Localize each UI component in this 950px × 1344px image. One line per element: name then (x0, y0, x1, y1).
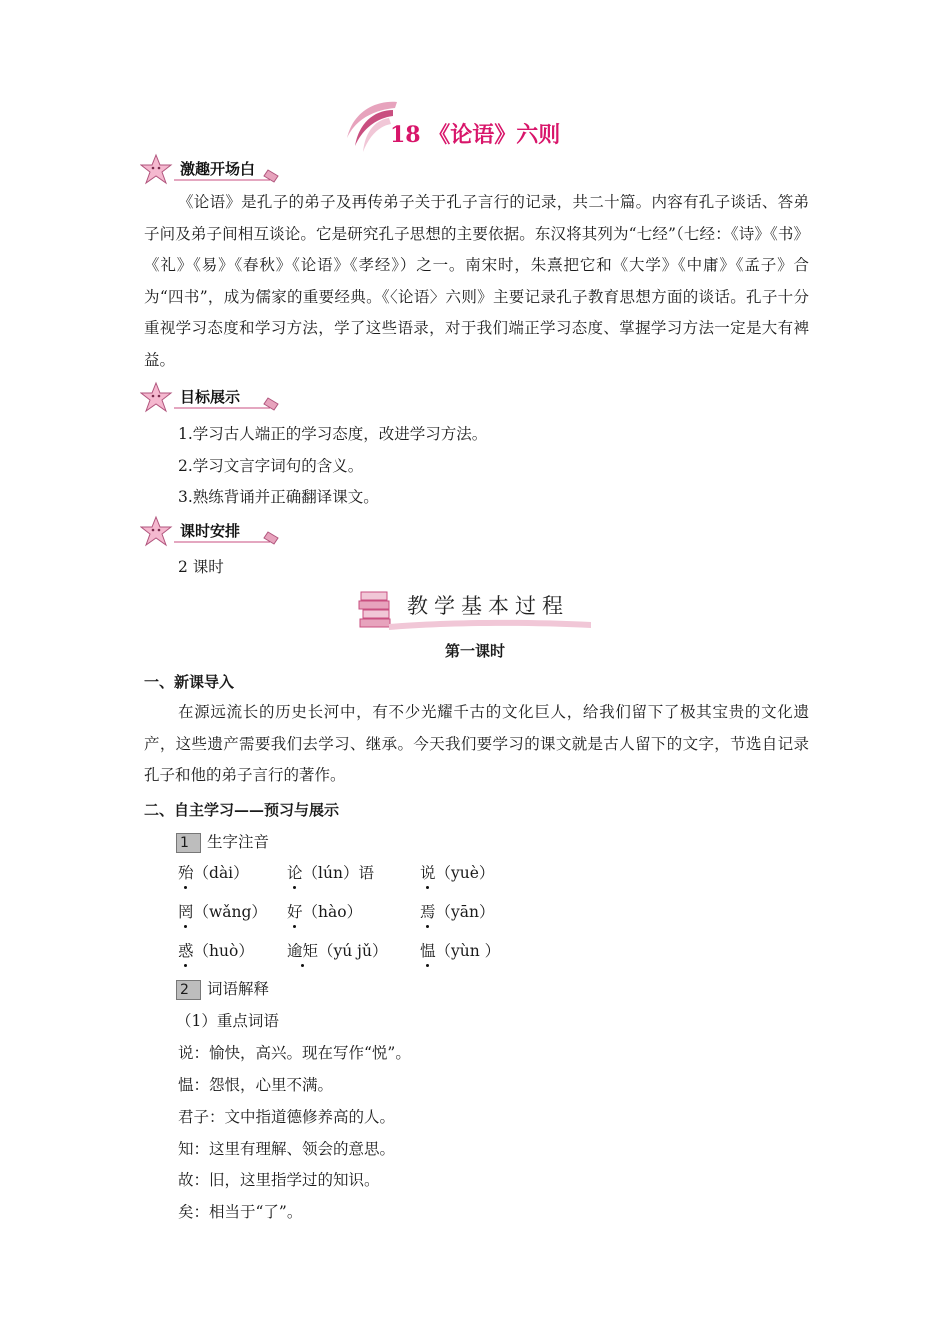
goal-item: 2.学习文言字词句的含义。 (178, 457, 364, 475)
pinyin-item: 殆（dài） (178, 861, 249, 883)
box2-row (176, 977, 269, 1000)
goal-item: 3.熟练背诵并正确翻译课文。 (178, 488, 379, 506)
section-header-goals (140, 380, 290, 416)
goal-item: 1.学习古人端正的学习态度，改进学习方法。 (178, 425, 488, 443)
pinyin-item: 说（yuè） (420, 861, 494, 883)
term-item: 矣：相当于“了”。 (178, 1203, 303, 1221)
box1-label: 生字注音 (207, 833, 270, 851)
section-header-schedule (140, 514, 290, 550)
term-item: 愠：怨恨，心里不满。 (178, 1076, 334, 1094)
term-item: 故：旧，这里指学过的知识。 (178, 1171, 380, 1189)
section-header-intro (140, 152, 290, 188)
pinyin-item: 论（lún）语 (287, 861, 374, 883)
box2-label: 词语解释 (207, 980, 270, 998)
pinyin-item: 好（hào） (287, 900, 362, 922)
process-banner (355, 582, 595, 634)
page-title: 18 《论语》六则 (390, 122, 561, 148)
term-item: 知：这里有理解、领会的意思。 (178, 1140, 396, 1158)
lesson-title: 第一课时 (444, 642, 505, 660)
number-box: 1 (176, 833, 201, 853)
number-box: 2 (176, 980, 201, 1000)
intro-paragraph: 《论语》是孔子的弟子及再传弟子关于孔子言行的记录，共二十篇。内容有孔子谈话、答弟子问及弟子间相互谈论。它是研究孔子思想的主要依据。东汉将其列为“七经”（七经：《诗》《书》《礼》《易》《春秋》《论语》《孝经》）之一。南宋时，朱熹把它和《大学》《中庸》《孟子》合为“四书”，成为儒家的重要经典。《〈论语〉六则》主要记录孔子教育思想方面的谈话。孔子十分重视学习态度和学习方法，学了这些语录，对于我们端正学习态度、掌握学习方法一定是大有裨益。 (144, 193, 809, 369)
banner-title: 教学基本过程 (407, 594, 569, 618)
pinyin-item: 惑（huò） (178, 939, 254, 961)
pinyin-item: 焉（yān） (420, 900, 495, 922)
section-header-label: 课时安排 (180, 522, 241, 540)
part1-heading: 一、新课导入 (144, 673, 235, 691)
pinyin-item: 逾矩（yú jǔ） (287, 939, 387, 961)
section-header-label: 激趣开场白 (180, 160, 256, 178)
pinyin-item: 愠（yùn ） (420, 939, 500, 961)
section-header-label: 目标展示 (180, 388, 241, 406)
term-item: 说：愉快，高兴。现在写作“悦”。 (178, 1044, 411, 1062)
pinyin-item: 罔（wǎng） (178, 900, 267, 922)
sub-heading: （1）重点词语 (176, 1012, 279, 1030)
title-block (335, 98, 635, 158)
part1-paragraph: 在源远流长的历史长河中，有不少光耀千古的文化巨人，给我们留下了极其宝贵的文化遗产，这些遗产需要我们去学习、继承。今天我们要学习的课文就是古人留下的文字，节选自记录孔子和他的弟子言行的著作。 (144, 703, 809, 784)
term-item: 君子：文中指道德修养高的人。 (178, 1108, 396, 1126)
part2-heading: 二、自主学习——预习与展示 (144, 801, 340, 819)
box1-row (176, 830, 269, 853)
schedule-text: 2 课时 (178, 558, 224, 576)
